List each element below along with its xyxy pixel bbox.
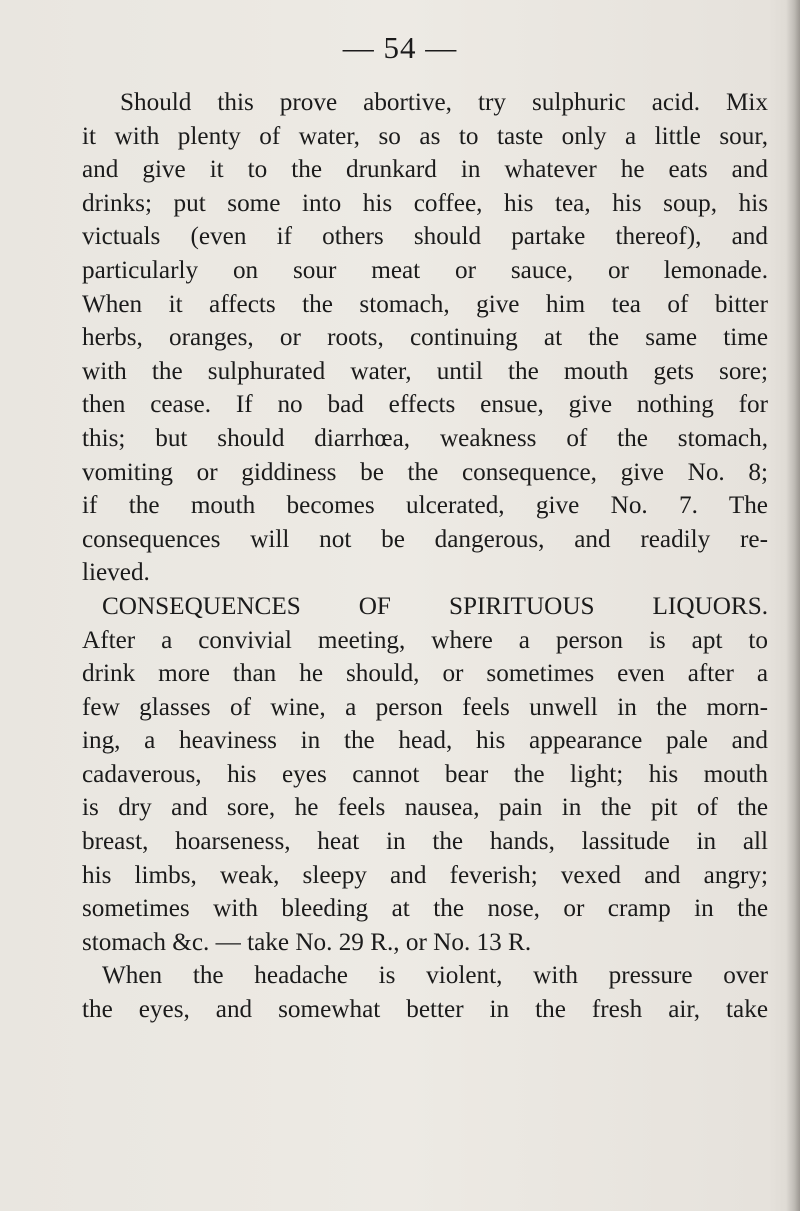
text-line: lieved.: [82, 559, 150, 587]
text-line: When it affects the stomach, give him tea of bitter: [82, 290, 768, 318]
text-line: vomiting or giddiness be the consequence, give No. 8;: [82, 458, 768, 486]
text-line: After a convivial meeting, where a person is apt to: [82, 626, 768, 654]
text-line: his limbs, weak, sleepy and feverish; vexed and angry;: [82, 861, 768, 889]
text-line: stomach &c. — take No. 29 R., or No. 13 R.: [82, 928, 532, 956]
text-line: ing, a heaviness in the head, his appearance pale and: [82, 727, 768, 755]
text-line: sometimes with bleeding at the nose, or cramp in the: [82, 895, 768, 923]
text-line: is dry and sore, he feels nausea, pain in the pit of the: [82, 794, 768, 822]
text-line: When the headache is violent, with pressure over: [102, 962, 768, 990]
text-line: few glasses of wine, a person feels unwell in the morn-: [82, 693, 768, 721]
text-line: drink more than he should, or sometimes even after a: [82, 660, 768, 688]
text-line: herbs, oranges, or roots, continuing at the same time: [82, 324, 768, 352]
section-heading: CONSEQUENCES OF SPIRITUOUS LIQUORS.: [102, 592, 768, 620]
text-line: breast, hoarseness, heat in the hands, lassitude in all: [82, 828, 768, 856]
text-line: Should this prove abortive, try sulphuric acid. Mix: [120, 89, 768, 116]
text-line: drinks; put some into his coffee, his tea, his soup, his: [82, 189, 768, 217]
page-number: — 54 —: [342, 30, 458, 65]
page-edge-shadow: [786, 0, 800, 1211]
text-line: and give it to the drunkard in whatever he eats and: [82, 156, 768, 184]
body-text: [82, 86, 768, 1027]
text-line: this; but should diarrhœa, weakness of the stomach,: [82, 424, 768, 452]
text-line: the eyes, and somewhat better in the fresh air, take: [82, 996, 768, 1024]
text-line: then cease. If no bad effects ensue, give nothing for: [82, 391, 768, 419]
text-line: with the sulphurated water, until the mouth gets sore;: [82, 357, 768, 385]
text-line: cadaverous, his eyes cannot bear the light; his mouth: [82, 760, 768, 788]
text-line: victuals (even if others should partake thereof), and: [82, 223, 768, 251]
text-line: if the mouth becomes ulcerated, give No. 7. The: [82, 492, 768, 520]
text-line: consequences will not be dangerous, and readily re-: [82, 525, 768, 553]
text-line: particularly on sour meat or sauce, or lemonade.: [82, 256, 768, 284]
text-line: it with plenty of water, so as to taste only a little sour,: [82, 122, 768, 150]
